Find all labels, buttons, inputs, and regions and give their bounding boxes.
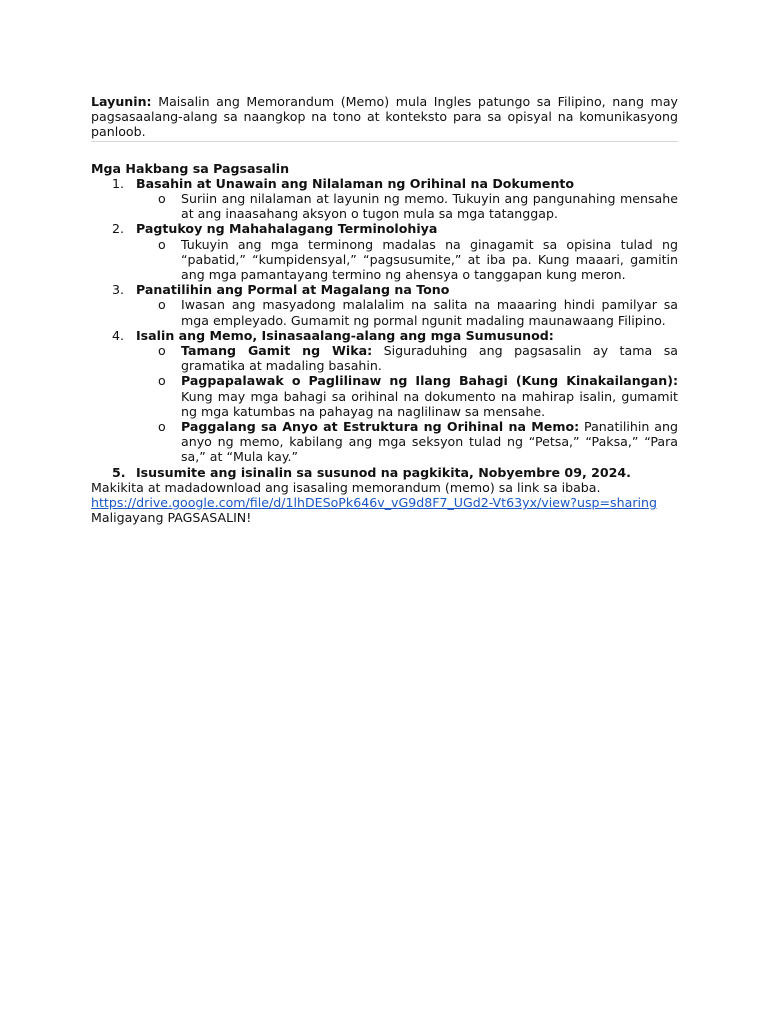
step-4	[91, 328, 678, 343]
step-1	[91, 176, 678, 191]
step-2-subitem-text: Tukuyin ang mga terminong madalas na ginagamit sa opisina tulad ng “pabatid,” “kumpidensyal,” “pagsusumite,” at iba pa. Kung maaari, gamitin ang mga pamantayang termino ng ahensya o tanggapan kung meron.	[181, 236, 678, 283]
step-2-subitem	[91, 237, 678, 283]
step-3-subitem-text: Iwasan ang masyadong malalalim na salita na maaaring hindi pamilyar sa mga empleyado. Gumamit ng pormal ngunit madaling maunawaang Filipino.	[181, 297, 678, 328]
step-1-title: Basahin at Unawain ang Nilalaman ng Orihinal na Dokumento	[136, 175, 575, 191]
step-4-subitem-1-text: Siguraduhing ang pagsasalin ay tama sa gramatika at madaling basahin.	[181, 343, 678, 374]
step-5	[91, 465, 678, 480]
step-2	[91, 221, 678, 236]
step-1-number: 1.	[112, 175, 125, 191]
bullet-marker: o	[158, 343, 166, 359]
objective-paragraph	[91, 94, 678, 142]
step-2-title: Pagtukoy ng Mahahalagang Terminolohiya	[136, 221, 438, 237]
step-3-subitem	[91, 297, 678, 327]
step-4-subitem-2	[91, 373, 678, 419]
bullet-marker: o	[158, 236, 166, 252]
step-4-number: 4.	[112, 327, 125, 343]
objective-label: Layunin:	[91, 94, 152, 109]
step-5-number: 5.	[112, 464, 126, 480]
step-4-subitem-3-text: Panatilihin ang anyo ng memo, kabilang ang mga seksyon tulad ng “Petsa,” “Paksa,” “Para sa,” at “Mula kay.”	[181, 419, 678, 465]
step-5-title: Isusumite ang isinalin sa susunod na pagkikita, Nobyembre 09, 2024.	[136, 464, 631, 480]
document-body	[91, 94, 678, 525]
step-4-title: Isalin ang Memo, Isinasaalang-alang ang mga Sumusunod:	[136, 327, 554, 343]
download-note: Makikita at madadownload ang isasaling memorandum (memo) sa link sa ibaba.	[91, 479, 601, 495]
step-3-number: 3.	[112, 282, 125, 298]
bullet-marker: o	[158, 373, 166, 389]
step-4-subitem-1	[91, 343, 678, 373]
step-3	[91, 282, 678, 297]
step-4-subitem-2-label: Pagpapalawak o Paglilinaw ng Ilang Bahagi (Kung Kinakailangan):	[181, 373, 678, 389]
step-3-title: Panatilihin ang Pormal at Magalang na Tono	[136, 282, 450, 298]
objective-text: Maisalin ang Memorandum (Memo) mula Ingles patungo sa Filipino, nang may pagsasaalang-alang sa naangkop na tono at konteksto para sa opisyal na komunikasyong panloob.	[91, 94, 678, 140]
steps-heading: Mga Hakbang sa Pagsasalin	[91, 160, 290, 176]
bullet-marker: o	[158, 191, 166, 207]
step-4-subitem-3	[91, 419, 678, 465]
step-1-subitem	[91, 191, 678, 221]
download-link-paragraph	[91, 495, 678, 510]
step-4-subitem-1-label: Tamang Gamit ng Wika:	[181, 343, 373, 359]
download-link[interactable]: https://drive.google.com/file/d/1lhDESoPk646v_vG9d8F7_UGd2-Vt63yx/view?usp=sharing	[91, 495, 657, 511]
step-2-number: 2.	[112, 221, 125, 237]
bullet-marker: o	[158, 297, 166, 313]
bullet-marker: o	[158, 419, 166, 435]
step-4-subitem-3-label: Paggalang sa Anyo at Estruktura ng Orihinal na Memo:	[181, 419, 580, 435]
step-1-subitem-text: Suriin ang nilalaman at layunin ng memo. Tukuyin ang pangunahing mensahe at ang inaasahang aksyon o tugon mula sa mga tatanggap.	[181, 191, 678, 222]
step-4-subitem-2-text: Kung may mga bahagi sa orihinal na dokumento na mahirap isalin, gumamit ng mga katumbas na pahayag na naglilinaw sa mensahe.	[181, 388, 678, 419]
closing-text: Maligayang PAGSASALIN!	[91, 510, 252, 526]
